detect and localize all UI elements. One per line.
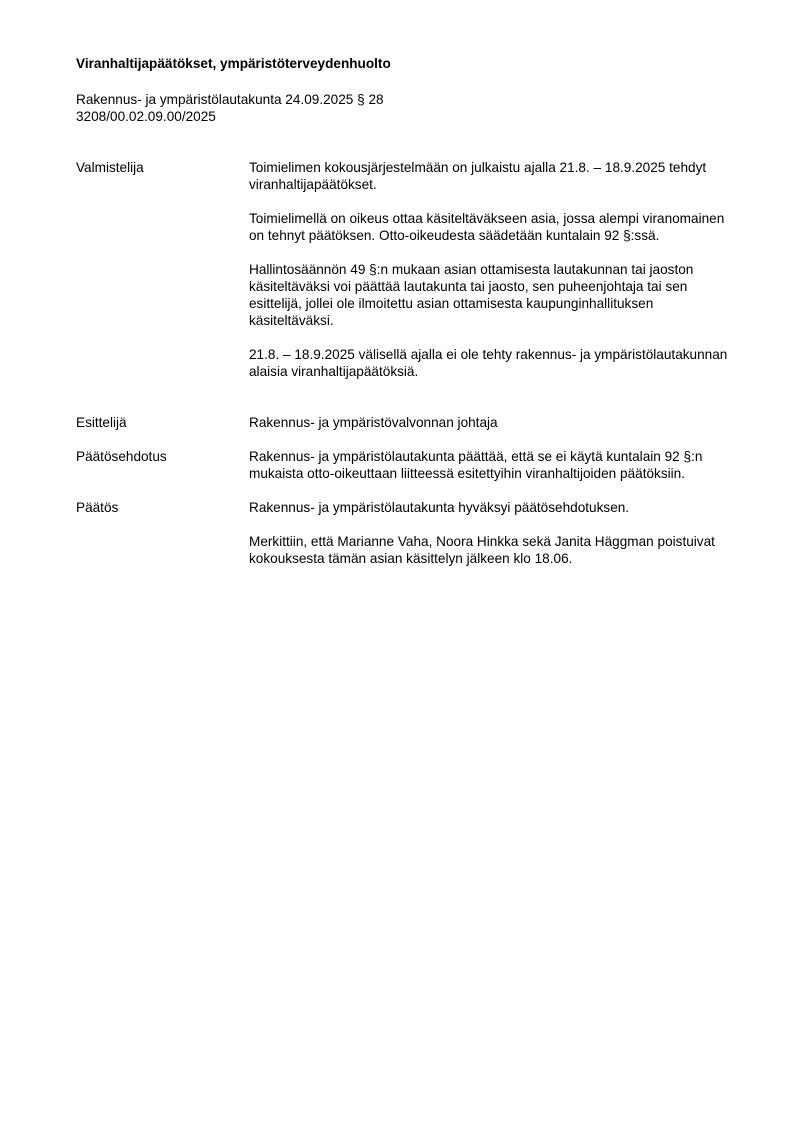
- spacer: [76, 482, 736, 499]
- section-label: Päätösehdotus: [76, 449, 167, 464]
- section-label: Päätös: [76, 500, 119, 515]
- paragraph: Merkittiin, että Marianne Vaha, Noora Hinkka sekä Janita Häggman poistuivat kokouksesta tämän asian käsittelyn jälkeen klo 18.06.: [249, 534, 715, 566]
- spacer: [76, 380, 736, 414]
- section-valmistelija: [76, 159, 736, 380]
- section-content: [249, 448, 736, 482]
- paragraph: Toimielimen kokousjärjestelmään on julkaistu ajalla 21.8. – 18.9.2025 tehdyt viranhaltijapäätökset.: [249, 160, 707, 192]
- section-content: [249, 159, 736, 380]
- record-number: 3208/00.02.09.00/2025: [76, 109, 216, 124]
- document-meta: [76, 91, 736, 125]
- section-paatosehdotus: [76, 448, 736, 482]
- meeting-line: Rakennus- ja ympäristölautakunta 24.09.2025 § 28: [76, 92, 384, 107]
- spacer: [76, 431, 736, 448]
- paragraph: Hallintosäännön 49 §:n mukaan asian ottamisesta lautakunnan tai jaoston käsiteltäväksi voi päättää lautakunta tai jaosto, sen puheenjohtaja tai sen esittelijä, jollei ole ilmoitettu asian ottamisesta kaupunginhallituksen käsiteltäväksi.: [249, 262, 694, 328]
- section-label: Esittelijä: [76, 415, 127, 430]
- paragraph: Rakennus- ja ympäristövalvonnan johtaja: [249, 415, 498, 430]
- paragraph: Rakennus- ja ympäristölautakunta päättää, että se ei käytä kuntalain 92 §:n mukaista otto-oikeuttaan liitteessä esitettyihin viranhaltijoiden päätöksiin.: [249, 449, 703, 481]
- paragraph: 21.8. – 18.9.2025 välisellä ajalla ei ole tehty rakennus- ja ympäristölautakunnan alaisia viranhaltijapäätöksiä.: [249, 347, 728, 379]
- section-paatos: [76, 499, 736, 567]
- section-label: Valmistelija: [76, 160, 144, 175]
- section-content: [249, 499, 736, 567]
- section-esittelija: [76, 414, 736, 431]
- paragraph: Rakennus- ja ympäristölautakunta hyväksyi päätösehdotuksen.: [249, 500, 630, 515]
- document-page: [76, 55, 736, 567]
- section-content: [249, 414, 736, 431]
- decision-sections: [76, 159, 736, 567]
- document-title: Viranhaltijapäätökset, ympäristöterveydenhuolto: [76, 56, 391, 71]
- paragraph: Toimielimellä on oikeus ottaa käsiteltäväkseen asia, jossa alempi viranomainen on tehnyt päätöksen. Otto-oikeudesta säädetään kuntalain 92 §:ssä.: [249, 211, 725, 243]
